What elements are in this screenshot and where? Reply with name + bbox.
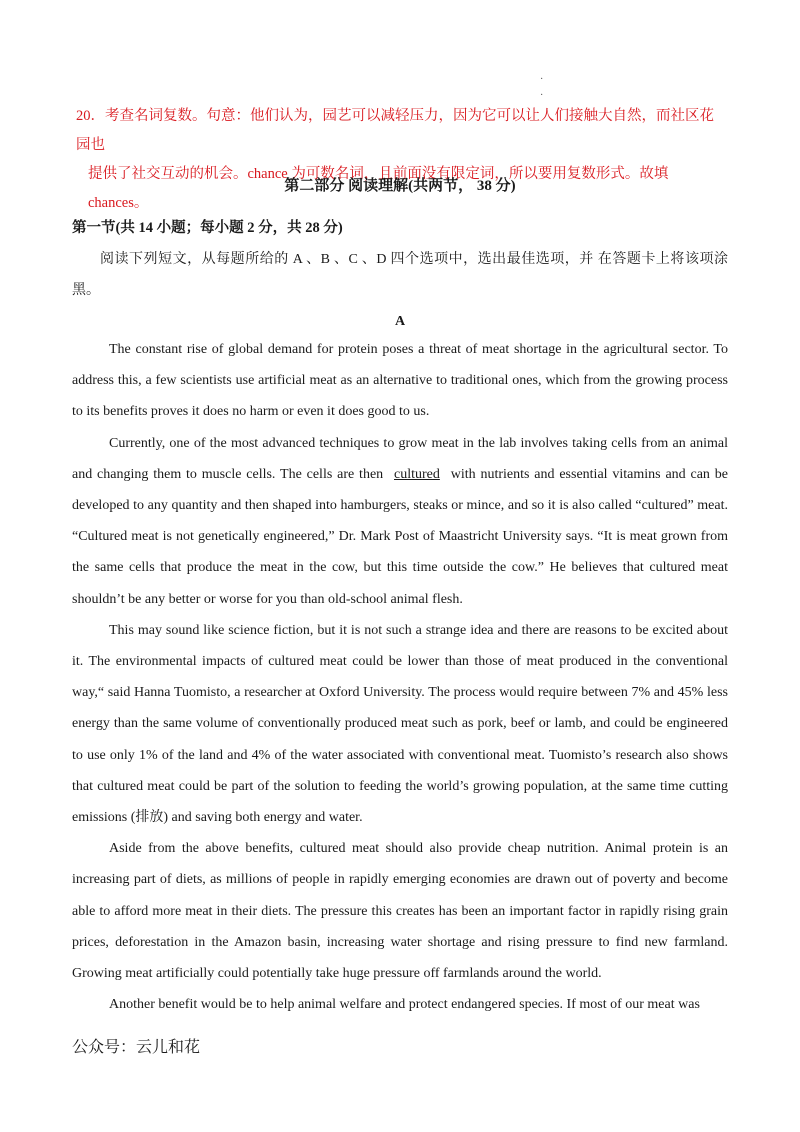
paragraph-2-after: with nutrients and essential vitamins and can be developed to any quantity and then shaped into hamburgers, steaks or mince, and so it is also called “cultured” meat. “Cultured meat is not genetically engineered,” Dr. Mark Post of Maastricht University says. “It is meat grown from the same cells that produce the meat in the cow, but this time outside the cow.” He believes that cultured meat shouldn’t be any better or worse for you than old-school animal flesh. [72, 466, 728, 607]
paragraph-1: The constant rise of global demand for protein poses a threat of meat shortage in the agricultural sector. To address this, a few scientists use artificial meat as an alternative to traditional ones, which from the growing process to its benefits proves it does no harm or even it does good to us. [72, 342, 728, 420]
answer-line-1: 20．考查名词复数。句意：他们认为，园艺可以减轻压力，因为它可以让人们接触大自然，而社区花园也 [76, 108, 714, 153]
part-title: 第二部分 阅读理解(共两节， 38 分) [284, 178, 516, 194]
footer-account: 公众号：云儿和花 [72, 1037, 201, 1056]
passage-a [72, 334, 728, 1020]
passage-label: A [394, 314, 406, 329]
underlined-word: cultured [394, 466, 440, 482]
paragraph-4: Aside from the above benefits, cultured meat should also provide cheap nutrition. Animal protein is an increasing part of diets, as millions of people in rapidly emerging economies are drawn out of poverty and become able to afford more meat in their diets. The pressure this creates has been an important factor in rapidly rising grain prices, deforestation in the Amazon basin, increasing water shortage and rising pressure to find new farmland. Growing meat artificially could potentially take huge pressure off farmlands around the world. [72, 841, 728, 982]
paragraph-5: Another benefit would be to help animal welfare and protect endangered species. If most of our meat was [109, 997, 700, 1013]
section-title: 第一节(共 14 小题；每小题 2 分，共 28 分) [72, 220, 343, 236]
bottom-dot: · [540, 90, 544, 101]
page-marks [540, 72, 543, 104]
paragraph-2-before: Currently, one of the most advanced techniques to grow meat in the lab involves taking cells from an animal and changing them to muscle cells. The cells are then [72, 435, 728, 482]
paragraph-3: This may sound like science fiction, but it is not such a strange idea and there are reasons to be excited about it. The environmental impacts of cultured meat could be lower than those of meat produced in the conventional way,“ said Hanna Tuomisto, a researcher at Oxford University. The process would require between 7% and 45% less energy than the same volume of conventionally produced meat such as pork, beef or lamb, and could be engineered to use only 1% of the land and 4% of the water associated with conventional meat. Tuomisto’s research also shows that cultured meat could be part of the solution to feeding the world’s growing population, at the same time cutting emissions (排放) and saving both energy and water. [72, 622, 728, 826]
answer-explanation [72, 102, 728, 218]
instructions: 阅读下列短文，从每题所给的 A 、B 、C 、D 四个选项中，选出最佳选项，并 在答题卡上将该项涂黑。 [72, 252, 728, 298]
answer-line-2: 提供了社交互动的机会。chance 为可数名词，且前面没有限定词，所以要用复数形式。故填 chances。 [88, 166, 669, 211]
paragraph-2 [72, 428, 728, 615]
top-dot: · [540, 74, 544, 85]
